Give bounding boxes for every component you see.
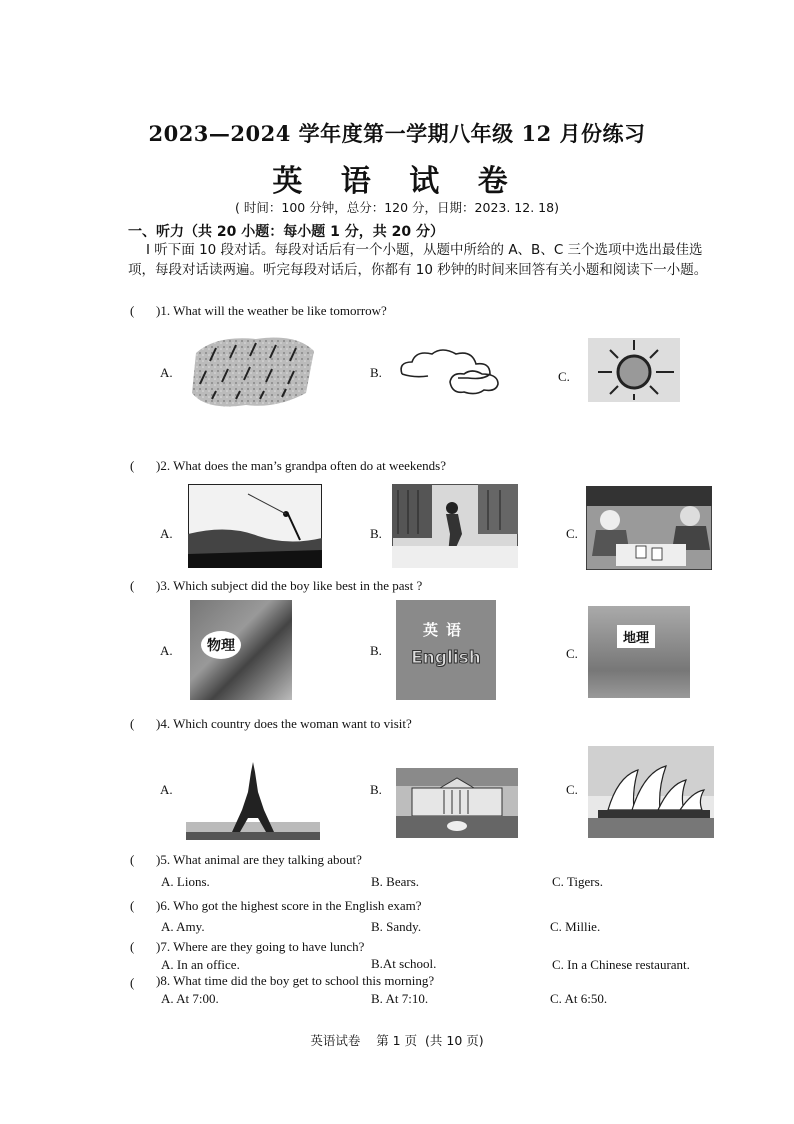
option-c: C. Tigers. bbox=[552, 874, 603, 889]
section-heading: 一、听力（共 20 小题：每小题 1 分，共 20 分） bbox=[128, 224, 444, 240]
answer-paren: ( bbox=[130, 303, 135, 318]
question-text: Who got the highest score in the English exam? bbox=[173, 898, 422, 913]
question-2 bbox=[156, 458, 446, 474]
answer-paren: ( bbox=[130, 898, 135, 913]
question-number: )7. bbox=[156, 939, 171, 954]
answer-paren: ( bbox=[130, 458, 135, 473]
physics-book-cover bbox=[190, 600, 292, 700]
subject-title: 英 语 试 卷 bbox=[272, 164, 522, 199]
question-number: )6. bbox=[156, 898, 171, 913]
question-text: What will the weather be like tomorrow? bbox=[173, 303, 387, 318]
option-a-label: A. bbox=[160, 643, 173, 658]
question-text: Where are they going to have lunch? bbox=[173, 939, 365, 954]
option-c-label: C. bbox=[566, 526, 578, 541]
english-book-word: English bbox=[411, 647, 481, 668]
exam-title: 2023—2024 学年度第一学期八年级 12 月份练习 bbox=[148, 121, 646, 146]
answer-paren: ( bbox=[130, 852, 135, 867]
option-b-label: B. bbox=[370, 782, 382, 797]
option-c: C. In a Chinese restaurant. bbox=[552, 957, 690, 972]
option-a-label: A. bbox=[160, 365, 173, 380]
geography-book-title: 地理 bbox=[617, 625, 655, 648]
question-1 bbox=[156, 303, 387, 319]
option-a-label: A. bbox=[160, 526, 173, 541]
question-8 bbox=[156, 973, 434, 989]
section-instructions: Ⅰ 听下面 10 段对话。每段对话后有一个小题，从题中所给的 A、B、C 三个选项中选出最佳选项，每段对话读两遍。听完每段对话后，你都有 10 秒钟的时间来回答有关小题和阅读下一小题。 bbox=[128, 242, 708, 278]
sydney-opera-house-photo-icon bbox=[588, 746, 714, 838]
option-b-label: B. bbox=[370, 643, 382, 658]
question-number: )4. bbox=[156, 716, 171, 731]
option-c-label: C. bbox=[558, 369, 570, 384]
eiffel-tower-photo-icon bbox=[186, 762, 320, 840]
exam-info: ( 时间：100 分钟，总分：120 分，日期：2023. 12. 18) bbox=[235, 200, 559, 215]
fishing-photo-icon bbox=[188, 484, 322, 568]
option-c: C. Millie. bbox=[550, 919, 601, 934]
option-a: A. In an office. bbox=[161, 957, 240, 972]
option-c-label: C. bbox=[566, 646, 578, 661]
question-text: What time did the boy get to school this morning? bbox=[173, 973, 435, 988]
option-b-label: B. bbox=[370, 526, 382, 541]
english-book-cover bbox=[396, 600, 496, 700]
answer-paren: ( bbox=[130, 716, 135, 731]
question-number: )3. bbox=[156, 578, 171, 593]
option-b: B. At 7:10. bbox=[371, 991, 429, 1006]
option-b-label: B. bbox=[370, 365, 382, 380]
rain-picture-icon bbox=[186, 333, 320, 411]
answer-paren: ( bbox=[130, 578, 135, 593]
question-6 bbox=[156, 898, 422, 914]
question-text: What animal are they talking about? bbox=[173, 852, 362, 867]
option-b: B. Bears. bbox=[371, 874, 420, 889]
option-a: A. At 7:00. bbox=[161, 991, 219, 1006]
answer-paren: ( bbox=[130, 939, 135, 954]
option-c-label: C. bbox=[566, 782, 578, 797]
option-a-label: A. bbox=[160, 782, 173, 797]
question-7 bbox=[156, 939, 364, 955]
option-c: C. At 6:50. bbox=[550, 991, 608, 1006]
question-text: What does the man’s grandpa often do at weekends? bbox=[173, 458, 447, 473]
question-text: Which subject did the boy like best in the past ? bbox=[173, 578, 423, 593]
geography-book-cover bbox=[588, 606, 690, 698]
question-number: )5. bbox=[156, 852, 171, 867]
question-number: )8. bbox=[156, 973, 171, 988]
question-4 bbox=[156, 716, 412, 732]
white-house-photo-icon bbox=[396, 768, 518, 838]
question-number: )1. bbox=[156, 303, 171, 318]
option-b: B.At school. bbox=[371, 956, 437, 971]
cloud-picture-icon bbox=[398, 348, 502, 396]
page-footer: 英语试卷 第 1 页 (共 10 页) bbox=[310, 1033, 484, 1048]
sun-picture-icon bbox=[588, 338, 680, 402]
question-number: )2. bbox=[156, 458, 171, 473]
option-a: A. Lions. bbox=[161, 874, 210, 889]
option-a: A. Amy. bbox=[161, 919, 205, 934]
question-5 bbox=[156, 852, 362, 868]
answer-paren: ( bbox=[130, 975, 135, 990]
question-3 bbox=[156, 578, 422, 594]
physics-book-title: 物理 bbox=[201, 631, 241, 659]
question-text: Which country does the woman want to visit? bbox=[173, 716, 412, 731]
playing-cards-photo-icon bbox=[586, 486, 712, 570]
skating-photo-icon bbox=[392, 484, 518, 568]
option-b: B. Sandy. bbox=[371, 919, 422, 934]
english-book-title: 英语 bbox=[422, 620, 469, 639]
